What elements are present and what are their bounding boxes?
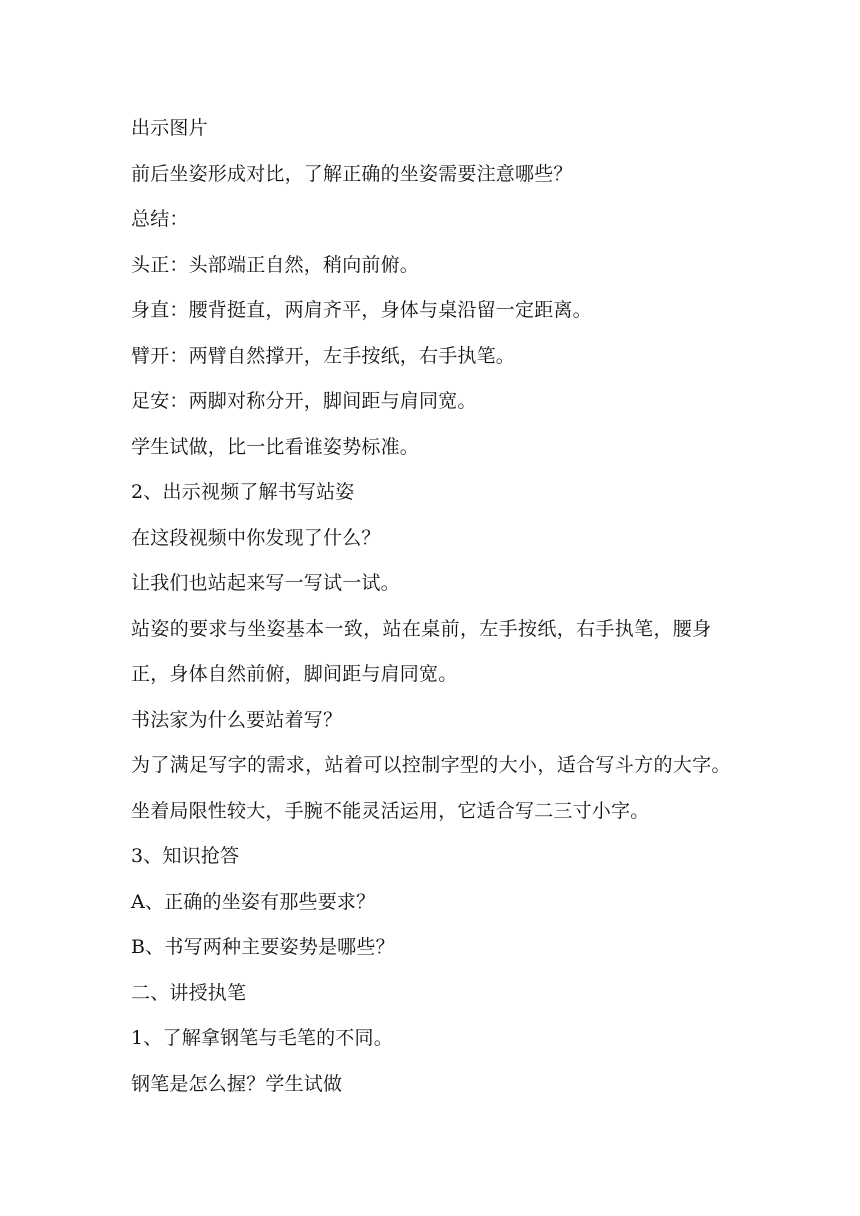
paragraph-arms-open: 臂开：两臂自然撑开，左手按纸，右手执笔。 <box>131 344 516 367</box>
paragraph-head-straight: 头正：头部端正自然，稍向前俯。 <box>131 253 420 276</box>
paragraph-standing-requirements-line2: 正，身体自然前俯，脚间距与肩同宽。 <box>131 663 458 685</box>
quiz-question-a: A、正确的坐姿有那些要求？ <box>131 890 376 913</box>
document-body <box>131 112 751 1113</box>
section-heading-3-quiz: 3、知识抢答 <box>131 845 240 867</box>
paragraph-standing-reason: 为了满足写字的需求，站着可以控制字型的大小，适合写斗方的大字。 <box>131 754 731 776</box>
paragraph-summary-heading: 总结： <box>131 208 189 230</box>
quiz-question-b: B、书写两种主要姿势是哪些？ <box>131 936 395 958</box>
paragraph-stand-and-try: 让我们也站起来写一写试一试。 <box>131 572 400 594</box>
paragraph-posture-comparison-question: 前后坐姿形成对比，了解正确的坐姿需要注意哪些？ <box>131 162 573 185</box>
paragraph-students-try: 学生试做，比一比看谁姿势标准。 <box>131 435 420 458</box>
section-heading-2-standing-posture: 2、出示视频了解书写站姿 <box>131 481 355 503</box>
paragraph-video-question: 在这段视频中你发现了什么？ <box>131 526 381 549</box>
paragraph-pen-grip-question: 钢笔是怎么握？学生试做 <box>131 1072 343 1095</box>
subsection-heading-1-pen-vs-brush: 1、了解拿钢笔与毛笔的不同。 <box>131 1027 393 1049</box>
section-heading-two-pen-holding: 二、讲授执笔 <box>131 981 247 1004</box>
paragraph-feet-steady: 足安：两脚对称分开，脚间距与肩同宽。 <box>131 390 477 412</box>
paragraph-sitting-limitation: 坐着局限性较大，手腕不能灵活运用，它适合写二三寸小字。 <box>131 799 650 822</box>
paragraph-body-straight: 身直：腰背挺直，两肩齐平，身体与桌沿留一定距离。 <box>131 299 592 321</box>
paragraph-calligrapher-question: 书法家为什么要站着写？ <box>131 708 343 731</box>
paragraph-show-pictures: 出示图片 <box>131 117 208 139</box>
paragraph-standing-requirements-line1: 站姿的要求与坐姿基本一致，站在桌前，左手按纸，右手执笔，腰身 <box>131 617 712 640</box>
